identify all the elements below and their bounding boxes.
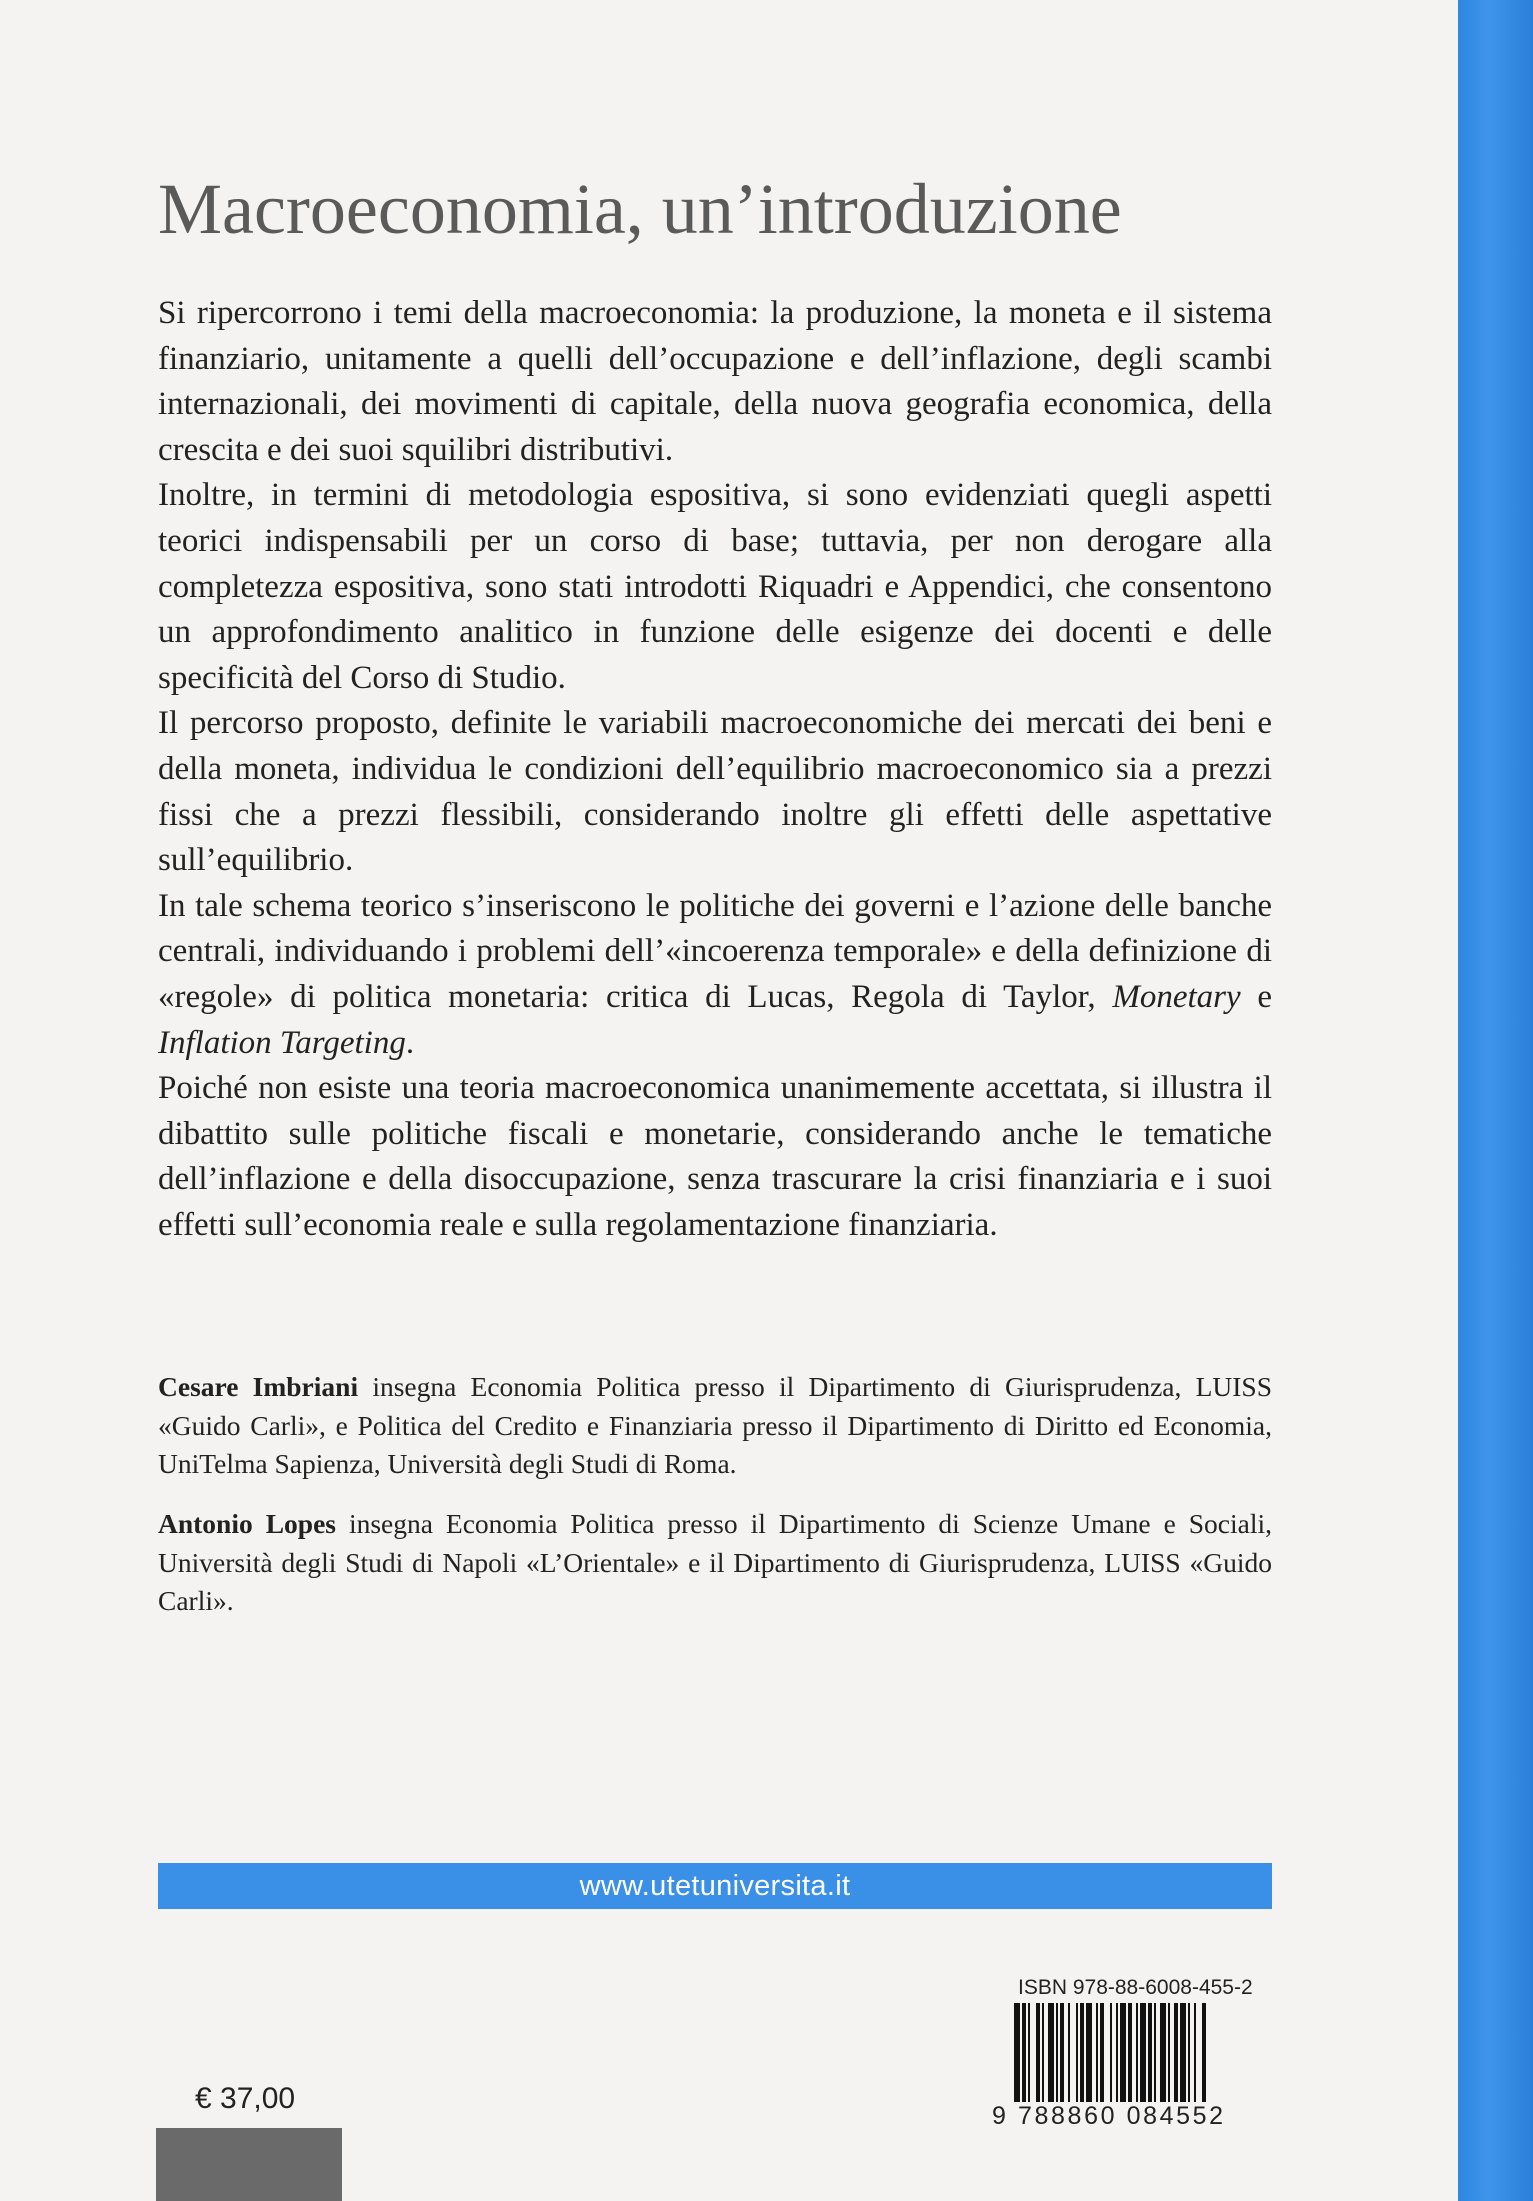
spine-color-band bbox=[1458, 0, 1533, 2201]
blurb-paragraph: Inoltre, in termini di metodologia espositiva, si sono evidenziati quegli aspetti teorici indispensabili per un corso di base; tuttavia, per non derogare alla completezza espositiva, sono stati introdotti Riquadri e Appendici, che consentono un approfondimento analitico in funzione delle esigenze dei docenti e delle specificità del Corso di Studio. bbox=[158, 477, 1272, 696]
author-bio bbox=[158, 1505, 1272, 1621]
barcode-digits: 9 788860 084552 bbox=[992, 2102, 1268, 2131]
price-box bbox=[156, 2128, 342, 2201]
blurb-italic-term: Monetary bbox=[1112, 978, 1241, 1015]
author-bio bbox=[158, 1368, 1272, 1484]
back-cover-blurb bbox=[158, 291, 1272, 1248]
isbn-label: ISBN 978-88-6008-455-2 bbox=[1018, 1976, 1253, 1999]
blurb-paragraph: Poiché non esiste una teoria macroeconomica unanimemente accettata, si illustra il dibattito sulle politiche fiscali e monetarie, considerando anche le tematiche dell’inflazione e della disoccupazione, senza trascurare la crisi finanziaria e i suoi effetti sull’economia reale e sulla regolamentazione finanziaria. bbox=[158, 1070, 1272, 1243]
author-bio-text: insegna Economia Politica presso il Dipartimento di Giurisprudenza, LUISS «Guido Carli», e Politica del Credito e Finanziaria presso il Dipartimento di Diritto ed Economia, UniTelma Sapienza, Università degli Studi di Roma. bbox=[158, 1371, 1272, 1479]
price: € 37,00 bbox=[195, 2082, 296, 2115]
author-name: Antonio Lopes bbox=[158, 1508, 336, 1539]
blurb-text: . bbox=[405, 1024, 415, 1061]
blurb-paragraph: Il percorso proposto, definite le variabili macroeconomiche dei mercati dei beni e della moneta, individua le condizioni dell’equilibrio macroeconomico sia a prezzi fissi che a prezzi flessibili, considerando inoltre gli effetti delle aspettative sull’equilibrio. bbox=[158, 705, 1272, 879]
website-url: www.utetuniversita.it bbox=[579, 1869, 851, 1902]
author-name: Cesare Imbriani bbox=[158, 1371, 359, 1402]
book-title: Macroeconomia, un’introduzione bbox=[158, 169, 1122, 249]
blurb-paragraph bbox=[158, 884, 1272, 1066]
author-bio-text: insegna Economia Politica presso il Dipartimento di Scienze Umane e Sociali, Università degli Studi di Napoli «L’Orientale» e il Dipartimento di Giurisprudenza, LUISS «Guido Carli». bbox=[158, 1508, 1272, 1616]
website-banner bbox=[158, 1863, 1272, 1909]
blurb-paragraph: Si ripercorrono i temi della macroeconomia: la produzione, la moneta e il sistema finanziario, unitamente a quelli dell’occupazione e dell’inflazione, degli scambi internazionali, dei movimenti di capitale, della nuova geografia economica, della crescita e dei suoi squilibri distributivi. bbox=[158, 295, 1272, 468]
blurb-italic-term: Inflation Targeting bbox=[158, 1024, 406, 1061]
blurb-text: In tale schema teorico s’inseriscono le politiche dei governi e l’azione delle banche centrali, individuando i problemi dell’«incoerenza temporale» e della definizione di «regole» di politica monetaria: critica di Lucas, Regola di Taylor, bbox=[158, 887, 1272, 1015]
blurb-text: e bbox=[1240, 978, 1272, 1015]
